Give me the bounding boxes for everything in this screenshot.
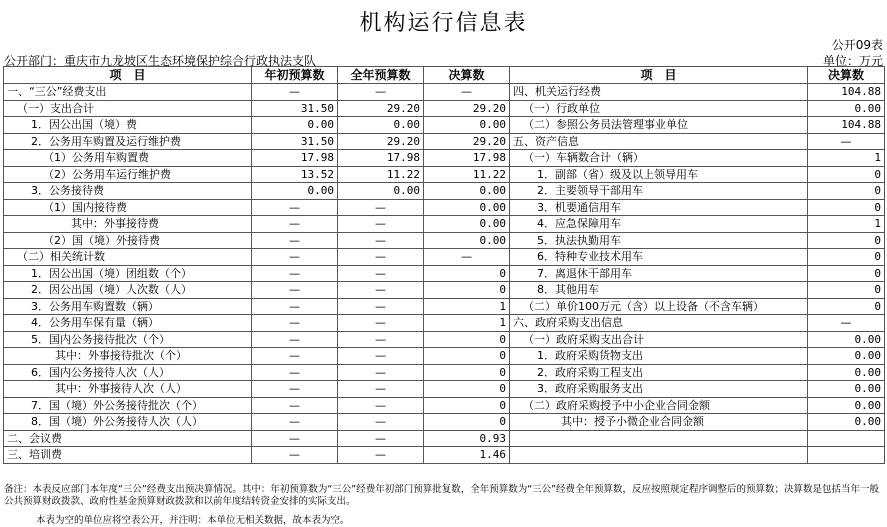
value-col3: 0	[424, 381, 510, 398]
value-col1: 13.52	[252, 166, 338, 183]
left-item-label: （2）公务用车运行维护费	[4, 166, 252, 183]
value-col1: 17.98	[252, 150, 338, 167]
header-right-value: 决算数	[808, 67, 885, 84]
right-item-label: （二）政府采购授予中小企业合同金额	[510, 397, 808, 414]
left-item-label: 6．国内公务接待人次（人）	[4, 364, 252, 381]
value-col2: —	[338, 348, 424, 365]
value-col2: —	[338, 315, 424, 332]
value-col1: —	[252, 298, 338, 315]
right-item-label: 4．应急保障用车	[510, 216, 808, 233]
right-value: 0	[808, 183, 885, 200]
info-table	[3, 66, 885, 464]
value-col3: 0	[424, 348, 510, 365]
left-item-label: 3．公务用车购置数（辆）	[4, 298, 252, 315]
left-item-label: 4．公务用车保有量（辆）	[4, 315, 252, 332]
table-row	[4, 381, 885, 398]
value-col2: 0.00	[338, 183, 424, 200]
value-col3: 0	[424, 282, 510, 299]
right-value: 0.00	[808, 331, 885, 348]
right-item-label: （一）行政单位	[510, 100, 808, 117]
right-item-label: 2．主要领导干部用车	[510, 183, 808, 200]
footnote-empty-table: 本表为空的单位应将空表公开，并注明：本单位无相关数据，故本表为空。	[36, 515, 350, 526]
right-value: 0.00	[808, 364, 885, 381]
value-col3: 0.00	[424, 232, 510, 249]
value-col3: 0	[424, 331, 510, 348]
right-item-label: 3．政府采购服务支出	[510, 381, 808, 398]
value-col1: —	[252, 84, 338, 101]
value-col1: —	[252, 315, 338, 332]
right-item-label: 6．特种专业技术用车	[510, 249, 808, 266]
table-row	[4, 397, 885, 414]
left-item-label: （一）支出合计	[4, 100, 252, 117]
table-row	[4, 447, 885, 464]
value-col3: 0.00	[424, 199, 510, 216]
left-item-label: 一、“三公”经费支出	[4, 84, 252, 101]
left-item-label: 2．公务用车购置及运行维护费	[4, 133, 252, 150]
right-value: 0	[808, 265, 885, 282]
value-col3: 0.93	[424, 430, 510, 447]
value-col1: —	[252, 199, 338, 216]
value-col3: 1	[424, 315, 510, 332]
table-code: 公开09表	[831, 38, 883, 52]
value-col1: —	[252, 282, 338, 299]
right-value	[808, 447, 885, 464]
value-col3: 0	[424, 414, 510, 431]
value-col3: —	[424, 84, 510, 101]
right-value: 104.88	[808, 117, 885, 134]
right-item-label: 3．机要通信用车	[510, 199, 808, 216]
right-value: —	[808, 133, 885, 150]
value-col2: —	[338, 265, 424, 282]
left-item-label: 3．公务接待费	[4, 183, 252, 200]
right-value: —	[808, 315, 885, 332]
right-item-label: （一）车辆数合计（辆）	[510, 150, 808, 167]
value-col2: —	[338, 331, 424, 348]
left-item-label: 5．国内公务接待批次（个）	[4, 331, 252, 348]
value-col2: 29.20	[338, 133, 424, 150]
value-col2: —	[338, 447, 424, 464]
table-row	[4, 364, 885, 381]
value-col2: —	[338, 381, 424, 398]
value-col3: 0.00	[424, 117, 510, 134]
value-col3: 29.20	[424, 133, 510, 150]
left-item-label: 7．国（境）外公务接待批次（个）	[4, 397, 252, 414]
value-col3: —	[424, 249, 510, 266]
unit-label: 单位：万元	[822, 54, 883, 68]
value-col3: 1.46	[424, 447, 510, 464]
value-col2: —	[338, 84, 424, 101]
header-left-item: 项 目	[4, 67, 252, 84]
header-col3: 决算数	[424, 67, 510, 84]
header-right-item: 项 目	[510, 67, 808, 84]
table-row	[4, 117, 885, 134]
value-col1: —	[252, 331, 338, 348]
value-col2: 29.20	[338, 100, 424, 117]
value-col1: —	[252, 216, 338, 233]
right-value	[808, 430, 885, 447]
left-item-label: 三、培训费	[4, 447, 252, 464]
value-col2: —	[338, 249, 424, 266]
value-col2: 0.00	[338, 117, 424, 134]
right-value: 0.00	[808, 414, 885, 431]
table-row	[4, 166, 885, 183]
right-item-label	[510, 447, 808, 464]
left-item-label: 其中：外事接待人次（人）	[4, 381, 252, 398]
value-col1: —	[252, 414, 338, 431]
table-row	[4, 298, 885, 315]
value-col1: 0.00	[252, 183, 338, 200]
table-row	[4, 216, 885, 233]
right-value: 0.00	[808, 348, 885, 365]
left-item-label: 1．因公出国（境）团组数（个）	[4, 265, 252, 282]
table-row	[4, 150, 885, 167]
right-item-label: 六、政府采购支出信息	[510, 315, 808, 332]
right-value: 0.00	[808, 381, 885, 398]
value-col2: —	[338, 232, 424, 249]
left-item-label: （2）国（境）外接待费	[4, 232, 252, 249]
value-col3: 0.00	[424, 183, 510, 200]
value-col2: —	[338, 397, 424, 414]
right-item-label: 1．政府采购货物支出	[510, 348, 808, 365]
table-row	[4, 133, 885, 150]
table-header-row	[4, 67, 885, 84]
value-col3: 0.00	[424, 216, 510, 233]
left-item-label: 8．国（境）外公务接待人次（人）	[4, 414, 252, 431]
value-col3: 17.98	[424, 150, 510, 167]
right-item-label: 四、机关运行经费	[510, 84, 808, 101]
table-row	[4, 84, 885, 101]
value-col1: 31.50	[252, 133, 338, 150]
value-col1: —	[252, 348, 338, 365]
right-value: 0.00	[808, 397, 885, 414]
table-row	[4, 348, 885, 365]
right-item-label: 8．其他用车	[510, 282, 808, 299]
right-item-label: （一）政府采购支出合计	[510, 331, 808, 348]
header-col2: 全年预算数	[338, 67, 424, 84]
value-col2: —	[338, 199, 424, 216]
right-value: 0	[808, 298, 885, 315]
right-value: 0	[808, 232, 885, 249]
right-item-label: （二）单价100万元（含）以上设备（不含车辆）	[510, 298, 808, 315]
value-col3: 29.20	[424, 100, 510, 117]
value-col1: —	[252, 249, 338, 266]
value-col3: 0	[424, 265, 510, 282]
right-value: 104.88	[808, 84, 885, 101]
right-item-label: 其中：授予小微企业合同金额	[510, 414, 808, 431]
value-col2: —	[338, 282, 424, 299]
right-item-label: 2．政府采购工程支出	[510, 364, 808, 381]
left-item-label: 其中：外事接待批次（个）	[4, 348, 252, 365]
value-col1: —	[252, 364, 338, 381]
right-value: 0	[808, 249, 885, 266]
value-col2: —	[338, 430, 424, 447]
table-row	[4, 249, 885, 266]
value-col1: —	[252, 397, 338, 414]
left-item-label: （1）公务用车购置费	[4, 150, 252, 167]
table-row	[4, 282, 885, 299]
right-value: 0	[808, 166, 885, 183]
page-title: 机构运行信息表	[359, 11, 528, 36]
right-value: 0	[808, 282, 885, 299]
value-col1: —	[252, 381, 338, 398]
right-item-label: 5．执法执勤用车	[510, 232, 808, 249]
left-item-label: 其中：外事接待费	[4, 216, 252, 233]
table-row	[4, 199, 885, 216]
right-item-label	[510, 430, 808, 447]
value-col3: 1	[424, 298, 510, 315]
value-col1: —	[252, 232, 338, 249]
left-item-label: （二）相关统计数	[4, 249, 252, 266]
right-value: 1	[808, 216, 885, 233]
right-item-label: （二）参照公务员法管理事业单位	[510, 117, 808, 134]
right-value: 0.00	[808, 100, 885, 117]
table-row	[4, 331, 885, 348]
table-row	[4, 430, 885, 447]
value-col2: 11.22	[338, 166, 424, 183]
right-item-label: 7．离退休干部用车	[510, 265, 808, 282]
value-col3: 0	[424, 364, 510, 381]
table-row	[4, 100, 885, 117]
value-col2: 17.98	[338, 150, 424, 167]
value-col3: 0	[424, 397, 510, 414]
value-col1: —	[252, 265, 338, 282]
table-row	[4, 315, 885, 332]
value-col1: —	[252, 447, 338, 464]
right-item-label: 五、资产信息	[510, 133, 808, 150]
left-item-label: 二、会议费	[4, 430, 252, 447]
right-value: 0	[808, 199, 885, 216]
header-col1: 年初预算数	[252, 67, 338, 84]
table-row	[4, 183, 885, 200]
left-item-label: 1．因公出国（境）费	[4, 117, 252, 134]
left-item-label: 2．因公出国（境）人次数（人）	[4, 282, 252, 299]
right-item-label: 1．副部（省）级及以上领导用车	[510, 166, 808, 183]
value-col2: —	[338, 364, 424, 381]
right-value: 1	[808, 150, 885, 167]
table-row	[4, 414, 885, 431]
value-col1: 31.50	[252, 100, 338, 117]
table-row	[4, 232, 885, 249]
value-col1: —	[252, 430, 338, 447]
value-col2: —	[338, 298, 424, 315]
left-item-label: （1）国内接待费	[4, 199, 252, 216]
value-col1: 0.00	[252, 117, 338, 134]
value-col3: 11.22	[424, 166, 510, 183]
footnote: 备注：本表反应部门本年度“三公”经费支出预决算情况。其中：年初预算数为“三公”经费年初部门预算批复数，全年预算数为“三公”经费全年预算数，反应按照规定程序调整后的预算数；决算数是包括当年一般公共预算财政拨款、政府性基金预算财政拨款和以前年度结转资金安排的实际支出。	[4, 484, 880, 507]
value-col2: —	[338, 414, 424, 431]
department-label: 公开部门：重庆市九龙坡区生态环境保护综合行政执法支队	[4, 54, 317, 68]
value-col2: —	[338, 216, 424, 233]
table-row	[4, 265, 885, 282]
